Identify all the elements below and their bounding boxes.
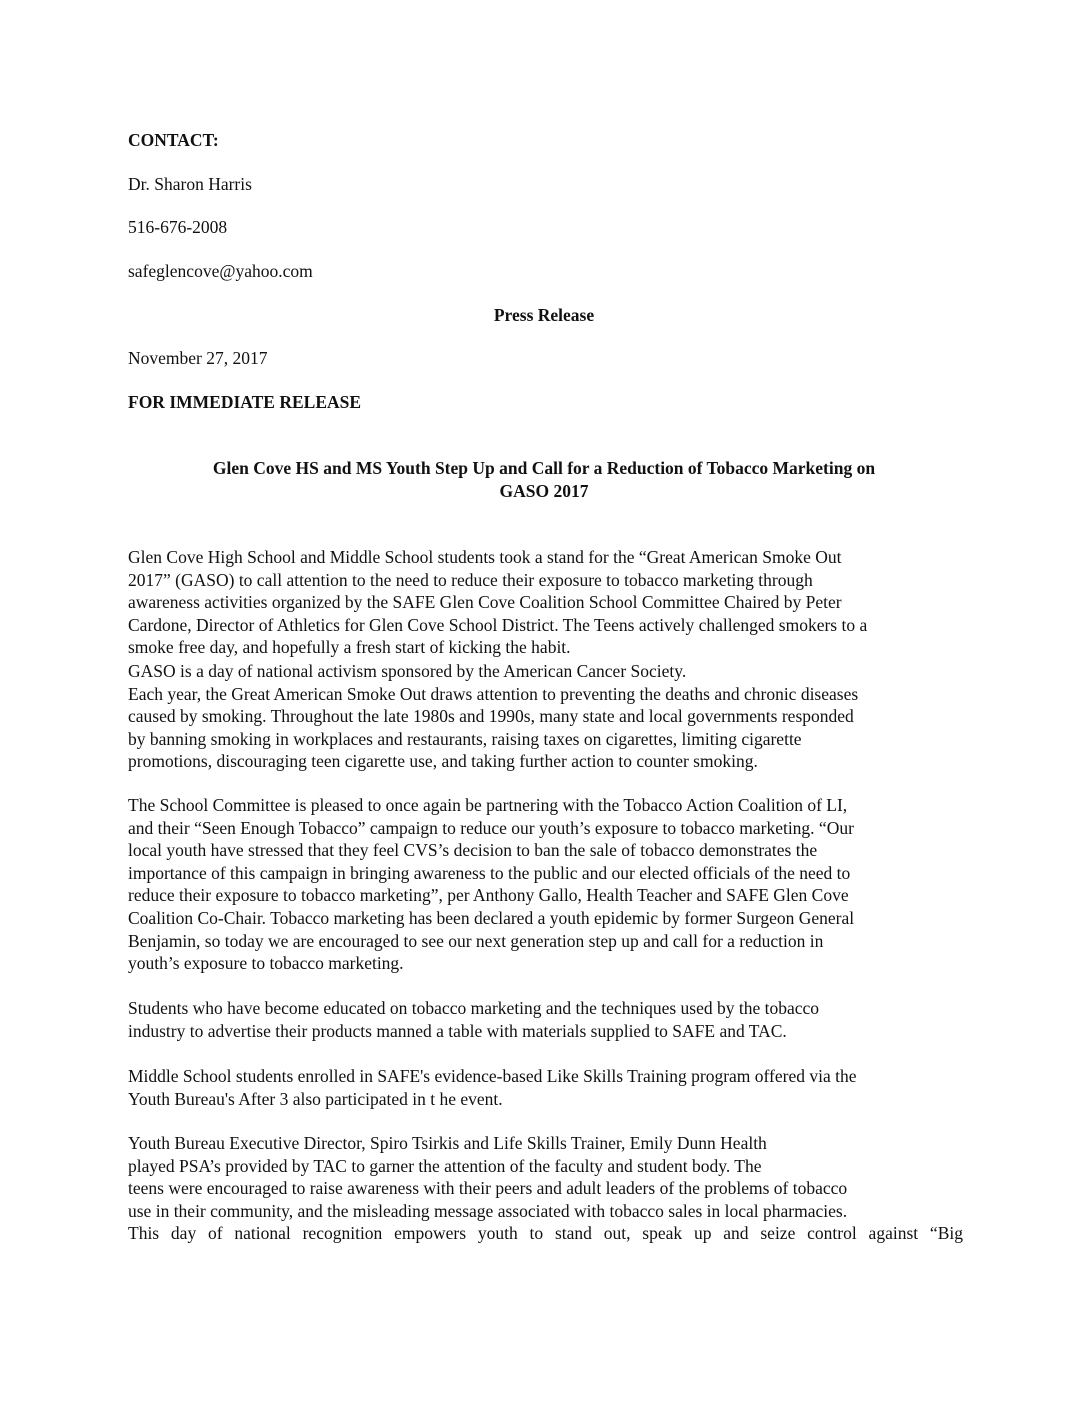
paragraph-line: This day of national recognition empowers youth to stand out, speak up and seize control against “Big <box>128 1223 963 1244</box>
immediate-release-note: FOR IMMEDIATE RELEASE <box>128 392 362 412</box>
paragraph-line: industry to advertise their products manned a table with materials supplied to SAFE and TAC. <box>128 1020 787 1041</box>
paragraph-line: GASO is a day of national activism sponsored by the American Cancer Society. <box>128 661 687 681</box>
paragraph-line: by banning smoking in workplaces and restaurants, raising taxes on cigarettes, limiting cigarette <box>128 728 802 749</box>
paragraph-line: Benjamin, so today we are encouraged to see our next generation step up and call for a reduction in <box>128 930 824 951</box>
contact-email: safeglencove@yahoo.com <box>128 261 313 281</box>
paragraph-4 <box>128 997 963 1042</box>
paragraph-line: awareness activities organized by the SAFE Glen Cove Coalition School Committee Chaired by Peter <box>128 592 842 613</box>
paragraph-line: promotions, discouraging teen cigarette use, and taking further action to counter smoking. <box>128 751 758 772</box>
paragraph-line: Middle School students enrolled in SAFE's evidence-based Like Skills Training program offered via the <box>128 1066 857 1086</box>
paragraph-line: Youth Bureau Executive Director, Spiro Tsirkis and Life Skills Trainer, Emily Dunn Health <box>128 1133 767 1153</box>
paragraph-line: smoke free day, and hopefully a fresh start of kicking the habit. <box>128 637 571 658</box>
paragraph-line: and their “Seen Enough Tobacco” campaign to reduce our youth’s exposure to tobacco marketing. “Our <box>128 817 854 838</box>
press-release-label: Press Release <box>493 305 595 325</box>
paragraph-5 <box>128 1065 963 1110</box>
paragraph-line: local youth have stressed that they feel CVS’s decision to ban the sale of tobacco demonstrates the <box>128 840 818 861</box>
paragraph-line: caused by smoking. Throughout the late 1980s and 1990s, many state and local governments responded <box>128 706 854 727</box>
paragraph-line: 2017” (GASO) to call attention to the need to reduce their exposure to tobacco marketing through <box>128 569 813 590</box>
headline-line-2: GASO 2017 <box>499 481 589 501</box>
contact-heading: CONTACT: <box>128 130 219 150</box>
paragraph-2 <box>128 660 963 773</box>
release-date: November 27, 2017 <box>128 348 268 368</box>
paragraph-1 <box>128 546 963 659</box>
paragraph-line: teens were encouraged to raise awareness with their peers and adult leaders of the problems of tobacco <box>128 1178 848 1199</box>
paragraph-line: youth’s exposure to tobacco marketing. <box>128 953 404 974</box>
paragraph-line: Students who have become educated on tobacco marketing and the techniques used by the tobacco <box>128 998 820 1018</box>
paragraph-line: reduce their exposure to tobacco marketing”, per Anthony Gallo, Health Teacher and SAFE Glen Cove <box>128 885 849 906</box>
paragraph-line: Youth Bureau's After 3 also participated in t he event. <box>128 1088 503 1109</box>
paragraph-6 <box>128 1132 963 1245</box>
paragraph-3 <box>128 794 963 975</box>
paragraph-line: The School Committee is pleased to once again be partnering with the Tobacco Action Coalition of LI, <box>128 795 848 815</box>
paragraph-line: played PSA’s provided by TAC to garner the attention of the faculty and student body. The <box>128 1155 762 1176</box>
paragraph-line: Each year, the Great American Smoke Out draws attention to preventing the deaths and chronic diseases <box>128 683 859 704</box>
headline-line-1: Glen Cove HS and MS Youth Step Up and Call for a Reduction of Tobacco Marketing on <box>212 458 876 478</box>
paragraph-line: use in their community, and the misleading message associated with tobacco sales in local pharmacies. <box>128 1200 848 1221</box>
paragraph-line: Cardone, Director of Athletics for Glen Cove School District. The Teens actively challenged smokers to a <box>128 614 868 635</box>
contact-phone: 516-676-2008 <box>128 217 228 237</box>
paragraph-line: importance of this campaign in bringing awareness to the public and our elected officials of the need to <box>128 862 851 883</box>
paragraph-line: Coalition Co-Chair. Tobacco marketing has been declared a youth epidemic by former Surgeon General <box>128 907 855 928</box>
contact-name: Dr. Sharon Harris <box>128 174 252 194</box>
paragraph-line: Glen Cove High School and Middle School students took a stand for the “Great American Smoke Out <box>128 547 842 567</box>
